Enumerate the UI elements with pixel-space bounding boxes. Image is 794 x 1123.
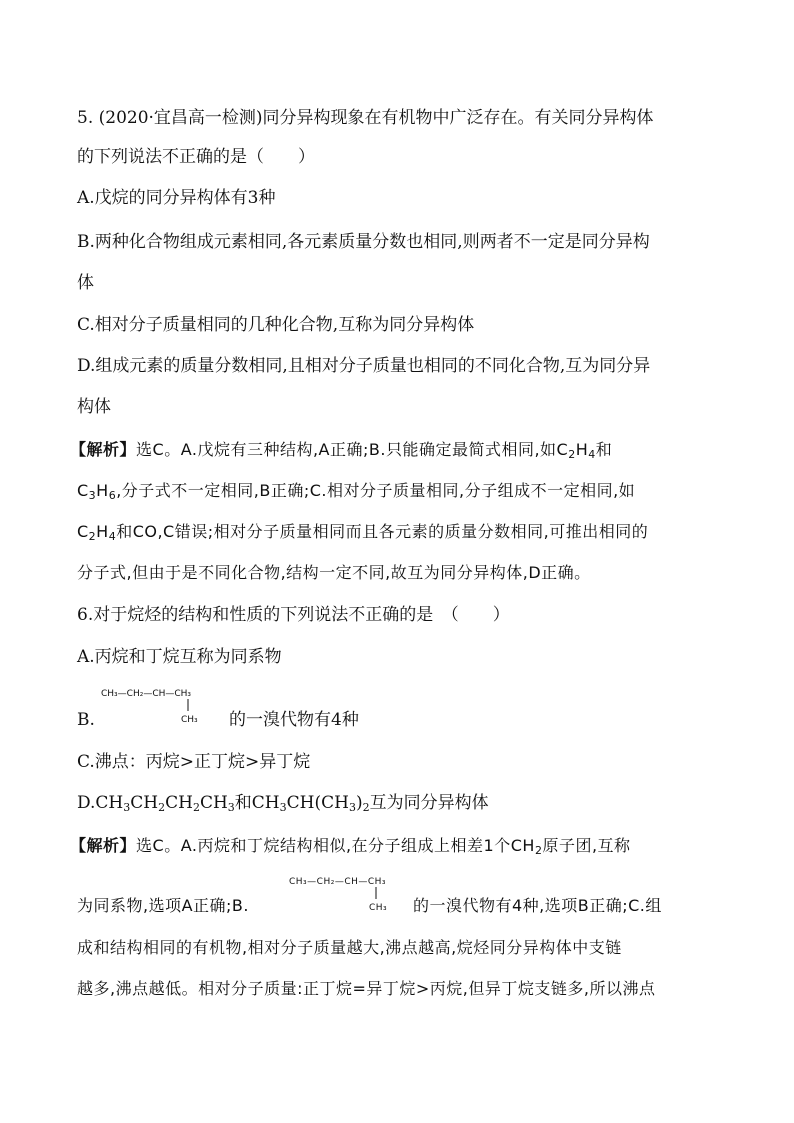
analysis-tag-open: 【 [70,836,87,855]
analysis-text: C [77,481,89,500]
analysis-text: 和 [595,440,613,459]
analysis-text: C [77,522,89,541]
analysis-text: 为同系物,选项A正确;B. [77,896,249,915]
q6-stem: 6.对于烷烃的结构和性质的下列说法不正确的是 （ ） [77,605,510,625]
q5-option-b-line2: 体 [77,273,94,293]
analysis-tag-open: 【 [70,440,87,459]
q5-option-b-line1: B.两种化合物组成元素相同,各元素质量分数也相同,则两者不一定是同分异构 [77,232,650,252]
analysis-text: 选C。A.丙烷和丁烷结构相似,在分子组成上相差1个CH [136,836,535,855]
subscript: 2 [88,530,97,543]
analysis-text: 原子团,互称 [542,836,631,855]
subscript: 3 [279,801,287,814]
analysis-tag: 解析 [86,440,120,459]
structure-branch: CH₃ [181,715,198,725]
option-b-label: B. [77,710,95,730]
q5-stem-line1: 5. (2020·宜昌高一检测)同分异构现象在有机物中广泛存在。有关同分异构体 [77,108,654,128]
q6-analysis-line1 [70,834,744,858]
analysis-tag: 解析 [86,836,120,855]
subscript: 2 [568,448,576,461]
subscript: 6 [108,489,117,502]
option-d-text: ) [355,793,363,813]
subscript: 2 [362,801,370,814]
subscript: 4 [108,530,117,543]
q6-analysis-line2 [77,874,744,920]
option-d-text: D.CH [77,793,124,813]
structure-main-chain: CH₃—CH₂—CH—CH₃ [289,877,387,887]
option-d-text: CH(CH [286,793,349,813]
subscript: 3 [227,801,235,814]
q5-analysis-line4: 分子式,但由于是不同化合物,结构一定不同,故互为同分异构体,D正确。 [77,563,591,582]
q5-stem-line2: 的下列说法不正确的是（ ） [77,147,315,167]
q6-analysis-line3: 成和结构相同的有机物,相对分子质量越大,沸点越高,烷烃同分异构体中支链 [77,938,622,957]
q5-option-d-line1: D.组成元素的质量分数相同,且相对分子质量也相同的不同化合物,互为同分异 [77,356,651,376]
analysis-text: H [96,481,109,500]
structure-branch: CH₃ [369,903,388,913]
q6-option-d [77,791,744,815]
option-d-text: 和CH [234,793,280,813]
subscript: 3 [123,801,131,814]
analysis-tag-close: 】 [119,836,137,855]
structure-main-chain: CH₃—CH₂—CH—CH₃ [101,689,192,699]
option-d-text: CH [130,793,159,813]
q6-option-b [77,686,744,732]
option-b-text: 的一溴代物有4种 [229,710,359,730]
analysis-text: H [575,440,589,459]
analysis-text: 的一溴代物有4种,选项B正确;C.组 [413,896,662,915]
subscript: 2 [192,801,200,814]
option-d-text: CH [165,793,193,813]
q6-option-c: C.沸点：丙烷>正丁烷>异丁烷 [77,752,311,772]
analysis-text: ,分子式不一定相同,B正确;C.相对分子质量相同,分子组成不一定相同,如 [116,481,636,500]
subscript: 4 [588,448,596,461]
option-d-text: 互为同分异构体 [369,793,489,813]
q5-option-d-line2: 构体 [77,397,111,417]
analysis-text: 和CO,C错误;相对分子质量相同而且各元素的质量分数相同,可推出相同的 [116,522,649,541]
q5-analysis-line1 [70,438,744,462]
subscript: 2 [534,844,543,857]
analysis-text: H [96,522,109,541]
q6-analysis-line4: 越多,沸点越低。相对分子质量:正丁烷=异丁烷>丙烷,但异丁烷支链多,所以沸点 [77,979,656,998]
analysis-text: 选C。A.戊烷有三种结构,A正确;B.只能确定最简式相同,如C [136,440,569,459]
q5-analysis-line3 [77,520,744,544]
q6-option-a: A.丙烷和丁烷互称为同系物 [77,647,282,667]
subscript: 3 [88,489,97,502]
q5-option-c: C.相对分子质量相同的几种化合物,互称为同分异构体 [77,315,475,335]
subscript: 3 [348,801,356,814]
q5-option-a: A.戊烷的同分异构体有3种 [77,188,276,208]
subscript: 2 [158,801,166,814]
q5-analysis-line2 [77,479,744,503]
analysis-tag-close: 】 [119,440,137,459]
option-d-text: CH [199,793,228,813]
